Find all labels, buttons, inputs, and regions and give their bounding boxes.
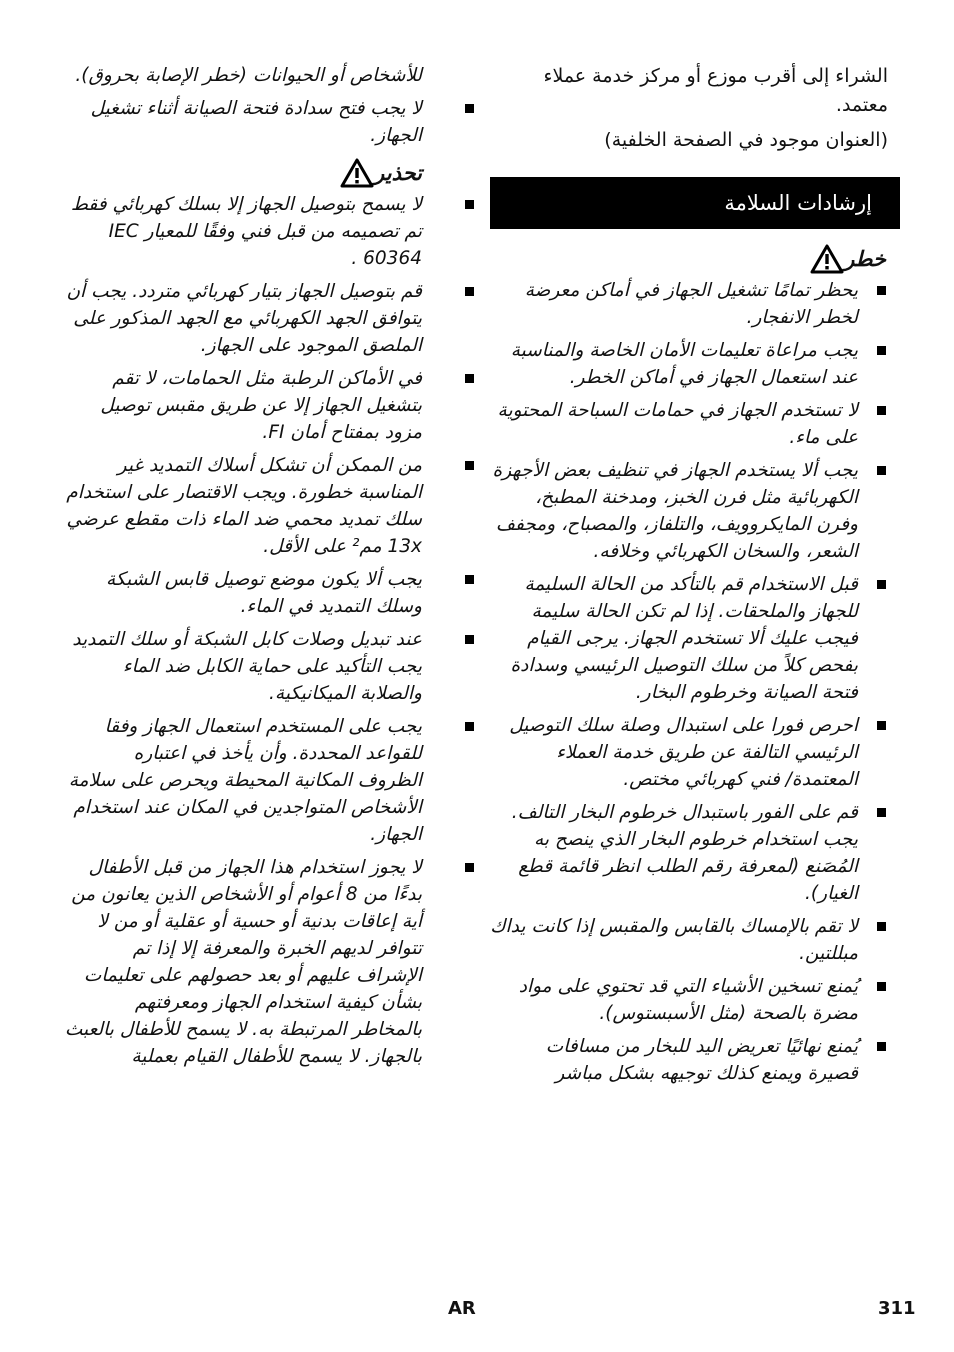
bullet-square-icon (465, 200, 474, 209)
bullet-square-icon (877, 286, 886, 295)
list-item: عند تبديل وصلات كابل الشبكة أو سلك التمديد يجب التأكيد على حماية الكابل ضد الماء والصلابة الميكانيكية. (64, 626, 452, 707)
danger-label: خطر (844, 247, 886, 271)
right-column (490, 62, 900, 1093)
bullet-square-icon (465, 635, 474, 644)
bullet-square-icon (877, 721, 886, 730)
bullet-square-icon (877, 406, 886, 415)
list-item: لا يجب فتح سدادة فتحة الصيانة أثناء تشغيل الجهاز. (64, 95, 452, 149)
list-item: يجب على المستخدم استعمال الجهاز وفقا للقواعد المحددة. وأن يأخذ في اعتباره الظروف المكانية المحيطة ويحرص على سلامة الأشخاص المتواجدين في المكان عند استخدام الجهاز. (64, 713, 452, 848)
list-item: يُمنع نهائيًا تعريض اليد للبخار من مسافات قصيرة ويمنع كذلك توجيهه بشكل مباشر (490, 1033, 900, 1087)
bullet-square-icon (877, 466, 886, 475)
list-item: في الأماكن الرطبة مثل الحمامات، لا تقم بتشغيل الجهاز إلا عن طريق مقبس توصيل مزود بمفتاح أمان FI. (64, 365, 452, 446)
danger-list-continued (64, 95, 452, 149)
bullet-square-icon (465, 722, 474, 731)
bullet-square-icon (877, 808, 886, 817)
list-item: لا يسمح بتوصيل الجهاز إلا بسلك كهربائي فقط تم تصميمه من قبل فني وفقًا للمعيار IEC 60364 . (64, 191, 452, 272)
left-column (64, 62, 452, 1076)
intro-paragraph: الشراء إلى أقرب موزع أو مركز خدمة عملاء معتمد. (543, 65, 888, 116)
section-title-bar (490, 177, 900, 229)
bullet-square-icon (877, 346, 886, 355)
list-item: يجب ألا يستخدم الجهاز في تنظيف بعض الأجهزة الكهربائية مثل فرن الخبز، ومدخنة المطبخ، وفرن المايكروويف، والتلفاز، والمصباح، ومجفف الشعر، والسخان الكهربائي وخلافه. (490, 457, 900, 565)
list-item: قم على الفور باستبدال خرطوم البخار التالف. يجب استخدام خرطوم البخار الذي ينصح به المُصَنع (لمعرفة رقم الطلب انظر قائمة قطع الغيار). (490, 799, 900, 907)
list-item: قم بتوصيل الجهاز بتيار كهربائي متردد. يجب أن يتوافق الجهد الكهربائي مع الجهد المذكور على الملصق الموجود على الجهاز. (64, 278, 452, 359)
bullet-square-icon (465, 863, 474, 872)
bullet-square-icon (465, 374, 474, 383)
bullet-square-icon (877, 580, 886, 589)
list-item: لا تقم بالإمساك بالقابس والمقبس إذا كانت يداك مبللتين. (490, 913, 900, 967)
section-title: إرشادات السلامة (724, 191, 872, 215)
list-item: احرص فورا على استبدال وصلة سلك التوصيل الرئيسي التالفة عن طريق خدمة العملاء المعتمدة/ فني كهربائي مختص. (490, 712, 900, 793)
list-item: من الممكن أن تشكل أسلاك التمديد غير المناسبة خطورة. ويجب الاقتصار على استخدام سلك تمديد محمي ضد الماء ذات مقطع عرضي 13x مم² على الأقل. (64, 452, 452, 560)
warning-triangle-icon (340, 158, 374, 188)
bullet-square-icon (465, 104, 474, 113)
warning-label: تحذير (374, 161, 422, 185)
bullet-square-icon (465, 461, 474, 470)
list-item: قبل الاستخدام قم بالتأكد من الحالة السليمة للجهاز والملحقات. إذا لم تكن الحالة سليمة فيجب عليك ألا تستخدم الجهاز. يرجى القيام بفحص كلاً من سلك التوصيل الرئيسي وسدادة فتحة الصيانة وخرطوم البخار. (490, 571, 900, 706)
address-note: (العنوان موجود في الصفحة الخلفية) (604, 129, 888, 151)
footer-language: AR (448, 1298, 476, 1319)
bullet-square-icon (465, 287, 474, 296)
list-item: يجب مراعاة تعليمات الأمان الخاصة والمناسبة عند استعمال الجهاز في أماكن الخطر. (490, 337, 900, 391)
page-number: 311 (878, 1298, 916, 1319)
bullet-square-icon (465, 575, 474, 584)
danger-list (490, 277, 900, 1087)
bullet-square-icon (877, 982, 886, 991)
list-item: لا يجوز استخدام هذا الجهاز من قبل الأطفال بدءًا من 8 أعوام أو الأشخاص الذين يعانون من أية إعاقات بدنية أو حسية أو عقلية أو من لا تتوافر لديهم الخبرة والمعرفة إلا إذا تم الإشراف عليهم أو بعد حصولهم على تعليمات بشأن كيفية استخدام الجهاز ومعرفتهم بالمخاطر المرتبطة به. لا يسمح للأطفال بالعبث بالجهاز. لا يسمح للأطفال القيام بعملية (64, 854, 452, 1070)
danger-heading (490, 241, 900, 277)
list-item: يُمنع تسخين الأشياء التي قد تحتوي على مواد مضرة بالصحة (مثل الأسبستوس). (490, 973, 900, 1027)
warning-triangle-icon (810, 244, 844, 274)
bullet-square-icon (877, 922, 886, 931)
list-item: لا تستخدم الجهاز في حمامات السباحة المحتوية على ماء. (490, 397, 900, 451)
warning-heading (64, 155, 452, 191)
continuation-text: للأشخاص أو الحيوانات (خطر الإصابة بحروق). (75, 65, 422, 86)
list-item: يحظر تمامًا تشغيل الجهاز في أماكن معرضة لخطر الانفجار. (490, 277, 900, 331)
warning-list (64, 191, 452, 1070)
bullet-square-icon (877, 1042, 886, 1051)
list-item: يجب ألا يكون موضع توصيل قابس الشبكة وسلك التمديد في الماء. (64, 566, 452, 620)
